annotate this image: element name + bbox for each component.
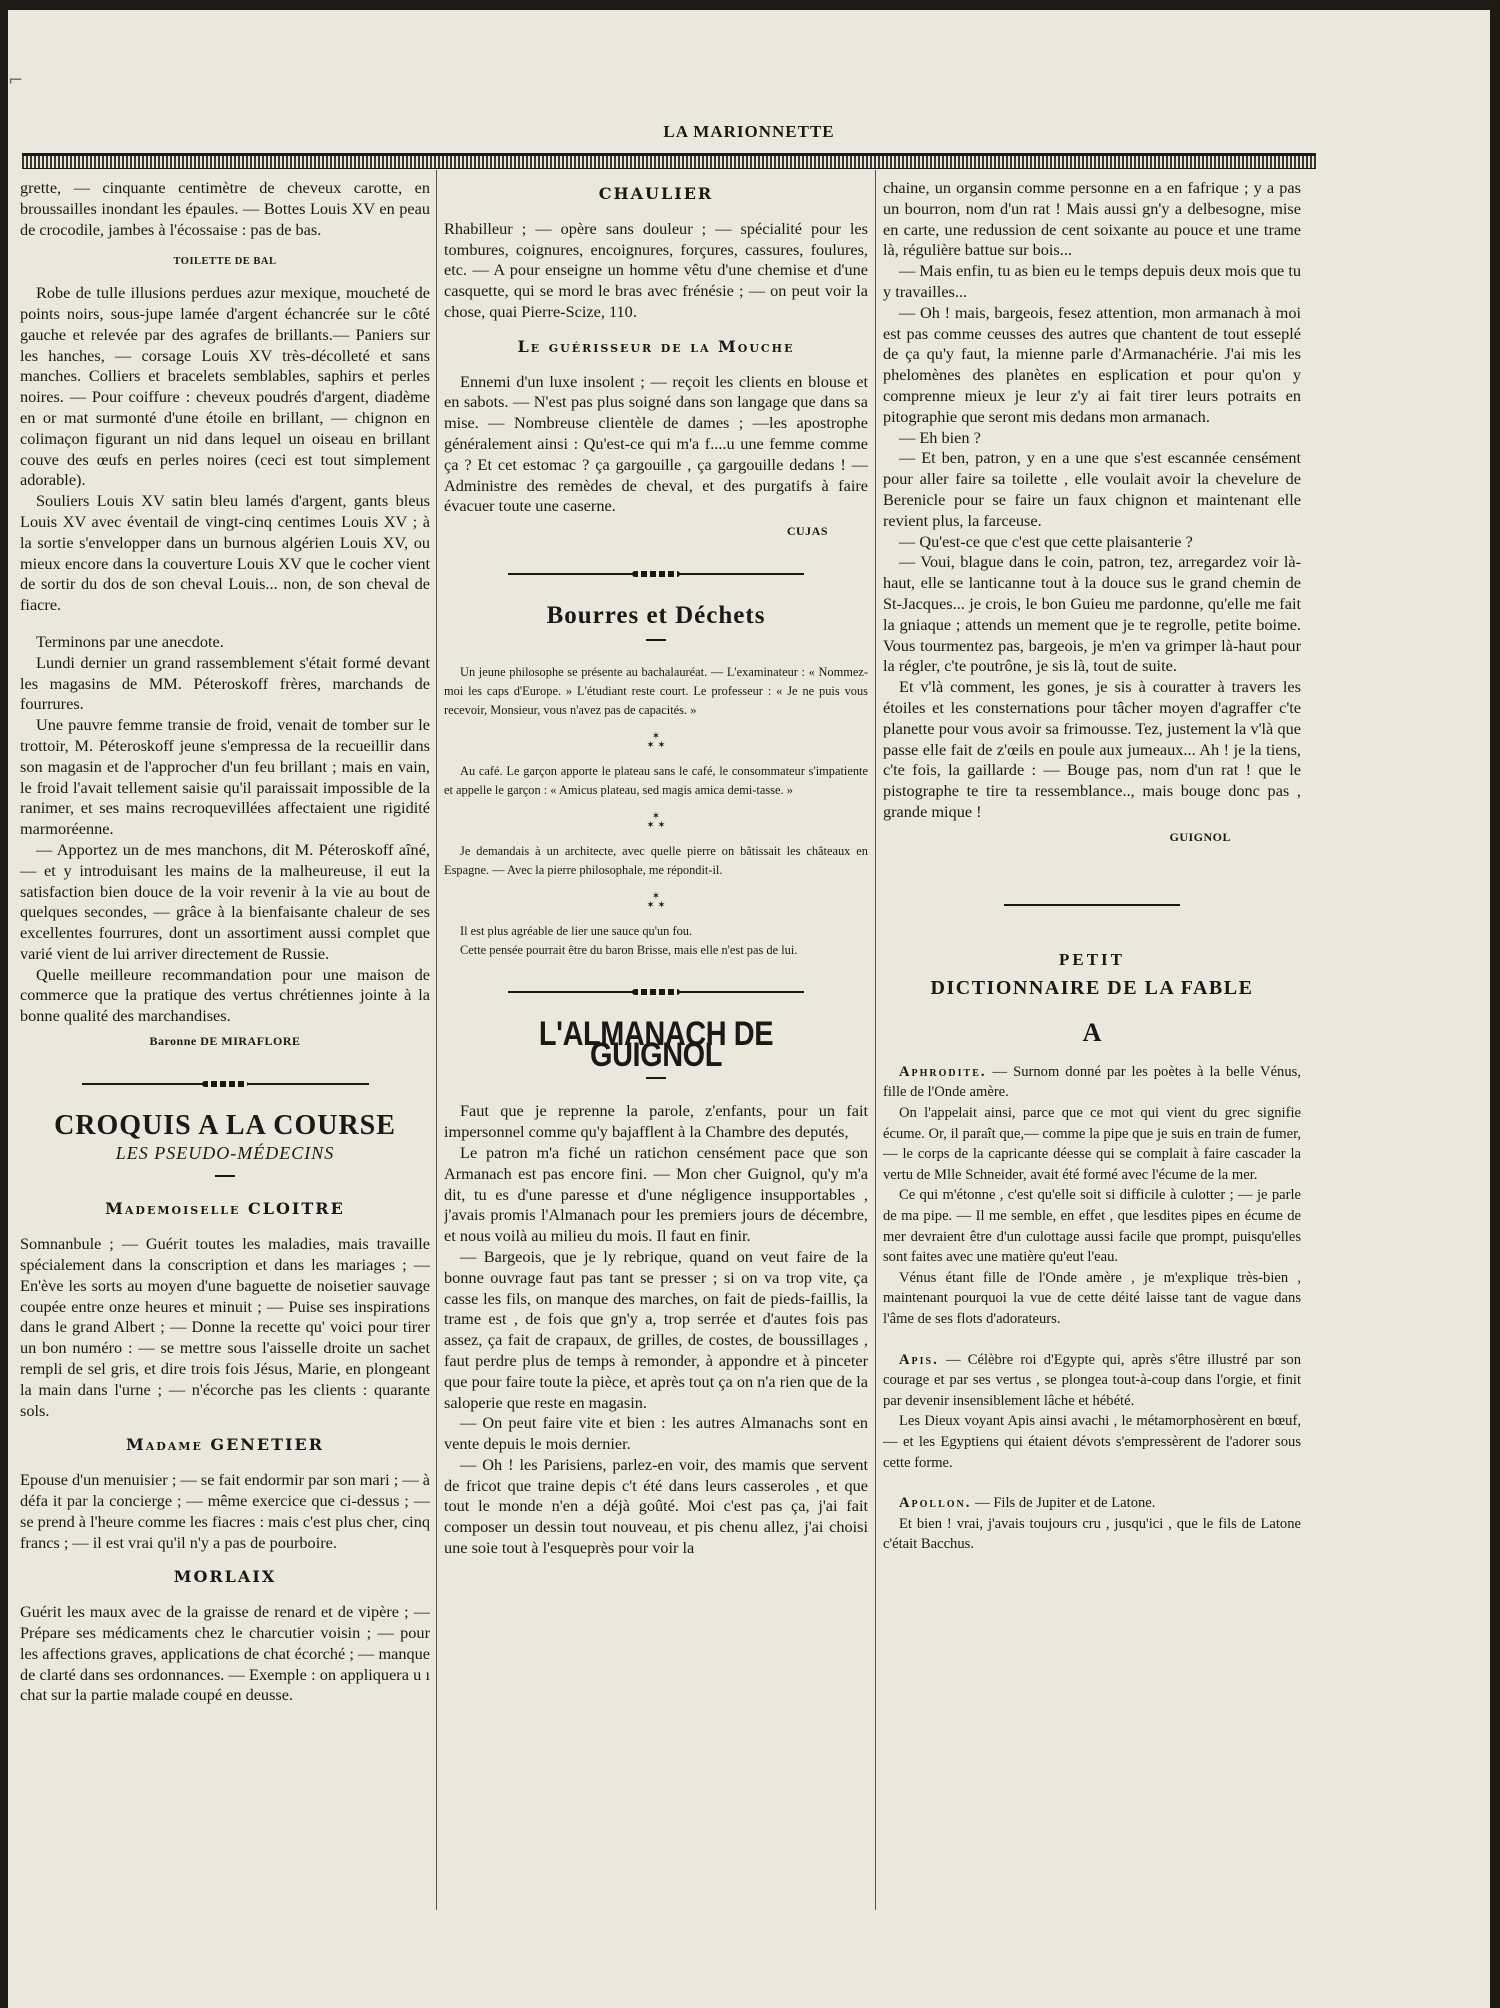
entry-text: Rhabilleur ; — opère sans douleur ; — spécialité pour les tombures, coignures, encoignures, forçures, cassures, foulures, etc. — A pour enseigne un homme vêtu d'une chemise et d'une casquette, qui se mord le bras avec frénésie ; — on peut voir la chose, quai Pierre-Scize, 110. (444, 218, 868, 321)
dash-divider (646, 1077, 666, 1079)
entry-name: Mademoiselle CLOITRE (105, 1199, 345, 1219)
bourres-title: Bourres et Déchets (546, 601, 766, 629)
toilette-paragraph: Souliers Louis XV satin bleu lamés d'argent, gants bleus Louis XV avec éventail de vingt-cinq centimes Louis XV ; à la sortie s'envelopper dans un burnous algérien Louis XV, ou mieux encore dans la couverture Louis XV que le cocher vient de sortir du dos de son cheval Louis... non, de son cheval de fiacre. (20, 491, 430, 615)
ornament-divider (82, 1080, 369, 1088)
almanach-paragraph: — Oh ! les Parisiens, parlez-en voir, des mamis que servent de fricot que traine depis c't été dans leurs casseroles , et que tout le monde n'en a déjà goûté. Moi c'est pas ça, j'ai fait composer un dessin tout nouveau, et pis chenu allez, j'ai choisi une soie tout à l'esqueprès pour voir la (444, 1454, 868, 1558)
signature: CUJAS (786, 524, 828, 539)
entry-name: MORLAIX (173, 1567, 277, 1587)
signature: Baronne DE MIRAFLORE (149, 1034, 301, 1049)
column-3 (883, 178, 1301, 1998)
bourres-item: Un jeune philosophe se présente au bachalauréat. — L'examinateur : « Nommez-moi les caps d'Europe. » L'étudiant reste court. Le professeur : « Je ne puis vous recevoir, Monsieur, vous n'avez pas de capacités. » (444, 664, 868, 717)
almanach-paragraph: — On peut faire vite et bien : les autres Almanachs sont en vente depuis le mois dernier. (444, 1413, 868, 1454)
ornament-divider (508, 570, 805, 578)
signature: GUIGNOL (1169, 829, 1231, 844)
intro-paragraph: grette, — cinquante centimètre de cheveux carotte, en broussailles inondant les épaules. — Bottes Louis XV en peau de crocodile, jambes à l'écossaise : pas de bas. (20, 178, 430, 239)
dash-divider (646, 639, 666, 641)
bourres-list (444, 663, 868, 960)
entry-headword: Apis. (899, 1351, 939, 1368)
dash-divider (215, 1175, 235, 1177)
dictionary-letter: A (1082, 1018, 1102, 1048)
newspaper-page (8, 10, 1490, 2008)
almanach-paragraph: Le patron m'a fiché un ratichon censément pace que son Armanach est pas encore fini. — Mon cher Guignol, qu'y m'a dit, tu es d'une paresse et d'une négligence insupportables , j'avais promis l'Almanach pour les premiers jours de décembre, et nous voilà au milieu du mois. Il faut en finir. (444, 1142, 868, 1246)
guignol-paragraph: — Eh bien ? (899, 427, 981, 447)
croquis-title: CROQUIS A LA COURSE (54, 1109, 396, 1141)
scan-mark: ⌐ (8, 70, 24, 91)
stars-separator: ✶ ✶ ✶ (646, 810, 666, 831)
almanach-paragraph: — Bargeois, que je ly rebrique, quand on veut faire de la bonne ouvrage faut pas tant se presser ; si on va trop vite, ça casse les fils, on manque des marches, on fait de pieds-faillis, la trame est , de fois que gn'y a, trop serrée et d'autes fois pas assez, ça fait de crapaux, de grilles, de costes, de boussillages , faut perdre plus de temps à remonder, à appondre et à pinceter que pour faire toute la pièce, et après tout ça on n'a rien que de la saloperie que reste en magasin. (444, 1246, 868, 1412)
entry-text: On l'appelait ainsi, parce que ce mot qui vient du grec signifie écume. Or, il paraît que,— comme la pipe que je suis en train de fumer,— le corps de la capricante déesse qui se complait à faire cascader la vertu de Mlle Schneider, avait été formé avec l'écume de la mer. (883, 1105, 1301, 1183)
entry-text: — Fils de Jupiter et de Latone. (975, 1495, 1156, 1512)
column-rule-2 (875, 170, 876, 1910)
entry-text: Et bien ! vrai, j'avais toujours cru , jusqu'ici , que le fils de Latone c'était Bacchus. (883, 1515, 1301, 1553)
dictionary-title: DICTIONNAIRE DE LA FABLE (930, 977, 1254, 1000)
dictionary-entries (883, 1062, 1301, 1555)
entry-text: Vénus étant fille de l'Onde amère , je m'explique très-bien , maintenant pourquoi la vue de cette déité laisse tant de vague dans l'âme de ses flots d'adorateurs. (883, 1269, 1301, 1328)
guignol-paragraph: — Et ben, patron, y en a une que s'est escannée censément pour aller faire sa toilette , elle voulait avoir la chevelure de Berenicle pour se faire un faux chignon et maintenant elle revient plus, la farceuse. (883, 448, 1301, 530)
entry-headword: Apollon. (899, 1495, 972, 1512)
entry-text: — Célèbre roi d'Egypte qui, après s'être illustré par son courage et par ses vertus , se plongea tout-à-coup dans l'orgie, et finit par devenir insensiblement lâche et hébété. (883, 1351, 1301, 1409)
entry-name: Madame GENETIER (125, 1435, 324, 1455)
entry-text: Epouse d'un menuisier ; — se fait endormir par son mari ; — à défa it par la concierge ; — même exercice que ci-dessus ; — se prend à l'heure comme les fiacres : mais c'est plus cher, cinq francs ; — il est vrai qu'il n'y a pas de pourboire. (20, 1470, 430, 1552)
entry-name: Le guérisseur de la Mouche (517, 336, 795, 356)
anecdote-paragraph: — Apportez un de mes manchons, dit M. Péteroskoff aîné, — et y introduisant les mains de la malheureuse, il eut la satisfaction bien douce de la voir revenir à la vie au bout de quelques secondes, — grâce à la bienfaisante chaleur de ses excellentes fourrures, dont un assortiment aussi complet que varié vient de lui arriver directement de Russie. (20, 839, 430, 963)
bourres-item: Au café. Le garçon apporte le plateau sans le café, le consommateur s'impatiente et appelle le garçon : « Amicus plateau, sed magis amica demi-tasse. » (444, 763, 868, 797)
column-1 (20, 178, 430, 1998)
entry-text: Somnanbule ; — Guérit toutes les maladies, mais travaille spécialement dans la conscription et dans les mariages ; — En'ève les sorts au moyen d'une baguette de noisetier sauvage coupée entre onze heures et minuit ; — Puise ses inspirations dans le grand Albert ; — Donne la recette qu' voici pour tirer un bon numéro : — se mettre sous l'aisselle droite un sachet rempli de sel gris, et dire trois fois Jésus, Marie, en plongeant la main dans l'urne ; — n'écorche pas les clients : quarante sols. (20, 1234, 430, 1420)
entry-text: Ennemi d'un luxe insolent ; — reçoit les clients en blouse et en sabots. — N'est pas plus soigné dans son langage que dans sa mise. — Nombreuse clientèle de dames ; —les apostrophe généralement ainsi : Qu'est-ce qui m'a f....u une femme comme ça ? Et cet estomac ? ça gargouille , ça gargouille dedans ! — Administre des remèdes de cheval, et des purgatifs à faire évacuer toute une caserne. (444, 371, 868, 516)
entry-headword: Aphrodite. (899, 1063, 987, 1080)
ornament-divider (508, 988, 805, 996)
bourres-item: Je demandais à un architecte, avec quelle pierre on bâtissait les châteaux en Espagne. — Avec la pierre philosophale, me répondit-il. (444, 843, 868, 877)
almanach-title: L'ALMANACH DE GUIGNOL (538, 1014, 774, 1074)
entry-text: — Surnom donné par les poètes à la belle Vénus, fille de l'Onde amère. (883, 1063, 1301, 1101)
header-rule (22, 153, 1316, 169)
stars-separator: ✶ ✶ ✶ (646, 730, 666, 751)
entry-text: Les Dieux voyant Apis ainsi avachi , le métamorphosèrent en bœuf,— et les Egyptiens qui étaient dévots s'empressèrent de l'adorer sous cette forme. (883, 1413, 1301, 1471)
rule-divider (1004, 904, 1180, 906)
guignol-paragraph: — Oh ! mais, bargeois, fesez attention, mon armanach à moi est pas comme ceusses des autres que chantent de tout esseplé de ça qu'y faut, la mienne parle d'Armanachérie. J'ai mis les phelomènes des planètes en esplication et pour qu'on y comprenne mieux je leur z'y ai fait tirer leurs potraits en pitographie que seront mis dedans mon armanach. (883, 302, 1301, 426)
stars-separator: ✶ ✶ ✶ (646, 890, 666, 911)
entry-text: Guérit les maux avec de la graisse de renard et de vipère ; — Prépare ses médicaments chez le charcutier voisin ; — pour les affections graves, applications de chat écorché ; — manque de clarté dans ses ordonnances. — Exemple : on appliquera u ı chat sur la partie malade coupé en deusse. (20, 1602, 430, 1705)
anecdote-paragraph: Une pauvre femme transie de froid, venait de tomber sur le trottoir, M. Péteroskoff jeune s'empressa de la recueillir dans son magasin et de l'approcher d'un feu brillant ; mais en vain, le froid l'avait tellement saisie qu'il paraissait impossible de la ranimer, et ses mains recroquevillées affectaient une rigidité marmoréenne. (20, 715, 430, 839)
anecdote-paragraph: Quelle meilleure recommandation pour une maison de commerce que la pratique des vertus chrétiennes jointe à la bonne qualité des marchandises. (20, 964, 430, 1026)
anecdote-paragraph: Lundi dernier un grand rassemblement s'était formé devant les magasins de MM. Péteroskoff frères, marchands de fourrures. (20, 652, 430, 714)
column-rule-1 (436, 170, 437, 1910)
guignol-paragraph: chaine, un organsin comme personne en a en fafrique ; y a pas un bourron, nom d'un rat ! Mais aussi gn'y a delbesogne, mise en carte, une redussion de cent soixante au pouce et une trame là, régulière battue sur bois... (883, 178, 1301, 260)
anecdote-paragraph: Terminons par une anecdote. (36, 631, 224, 651)
toilette-title: TOILETTE DE BAL (173, 256, 277, 268)
croquis-subtitle: LES PSEUDO-MÉDECINS (115, 1142, 335, 1163)
guignol-paragraph: — Mais enfin, tu as bien eu le temps depuis deux mois que tu y travailles... (883, 261, 1301, 301)
guignol-paragraph: — Qu'est-ce que c'est que cette plaisanterie ? (899, 531, 1193, 551)
toilette-paragraph: Robe de tulle illusions perdues azur mexique, moucheté de points noirs, sous-jupe lamée d'argent échancrée sur le côté gauche et relevée par des agrafes de brillants.— Paniers sur les hanches, — corsage Louis XV très-décolleté et sans manches. Colliers et bracelets semblables, saphirs et perles noires. — Pour coiffure : cheveux poudrés d'argent, diadème en or mat surmonté d'une étoile en brillant, — chignon en colimaçon figurant un nid dans lequel un oiseau en brillant couve des œufs en perles noires (ceci est tout simplement adorable). (20, 283, 430, 490)
bourres-item: Cette pensée pourrait être du baron Brisse, mais elle n'est pas de lui. (460, 942, 798, 957)
masthead-title: LA MARIONNETTE (663, 122, 835, 141)
guignol-paragraph: — Voui, blague dans le coin, patron, tez, arregardez voir là-haut, elle se lanticanne tout à la douce sus le grand chemin de St-Jacques... je crois, le bon Guieu me pardonne, qu'elle me fait la gniaque ; attends un mement que je te regrolle, petite boime. Vous tourmentez pas, bargeois, je m'en va grimper là-haut pour la régler, c'te poutrône, je sis là, tout de suite. (883, 552, 1301, 676)
almanach-paragraph: Faut que je reprenne la parole, z'enfants, pour un fait impersonnel comme qu'y bajafflent à la Chambre des deputés, (444, 1101, 868, 1142)
guignol-paragraph: Et v'là comment, les gones, je sis à couratter à travers les étoiles et les consternations pour tâcher moyen d'agraffer c'te planette pour vous avoir sa frimousse. Tez, justement la v'là que passe elle fait de z'œils en poule aux jumeaux... Ah ! je la tiens, c'te fois, la gaillarde : — Bouge pas, nom d'un rat ! que le pistographe te tire ta ressemblance.., mais bouge donc pas , grande mique ! (883, 677, 1301, 821)
bourres-item: Il est plus agréable de lier une sauce qu'un fou. (460, 923, 693, 938)
entry-text: Ce qui m'étonne , c'est qu'elle soit si difficile à culotter ; — je parle de ma pipe. — Il me semble, en effet , que lesdites pipes en écume de mer devraient être d'un culottage aussi facile que prompt, puisqu'elles sont faites avec une matière qu'eut l'eau. (883, 1187, 1301, 1266)
column-2 (444, 178, 868, 1998)
entry-name: CHAULIER (598, 184, 714, 203)
dictionary-pretitle: PETIT (1058, 949, 1126, 969)
